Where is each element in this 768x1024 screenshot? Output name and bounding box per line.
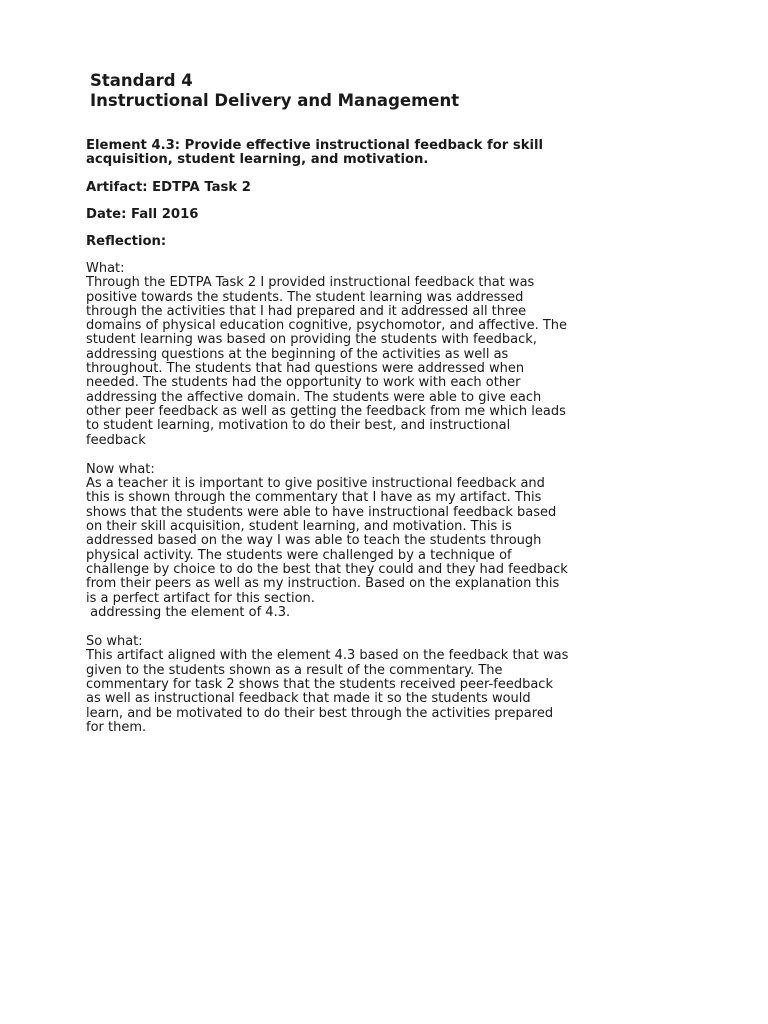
now-what-line: on their skill acquisition, student learning, and motivation. This is	[86, 519, 512, 535]
what-line: needed. The students had the opportunity to work with each other	[86, 375, 521, 391]
what-section	[86, 262, 686, 448]
now-what-line: shows that the students were able to have instructional feedback based	[86, 504, 557, 520]
so-what-line: This artifact aligned with the element 4.3 based on the feedback that was	[86, 648, 569, 664]
now-what-line: physical activity. The students were challenged by a technique of	[86, 547, 512, 563]
reflection-heading: Reflection:	[86, 234, 167, 249]
what-line: addressing questions at the beginning of the activities as well as	[86, 346, 509, 362]
what-line: throughout. The students that had questions were addressed when	[86, 361, 525, 377]
now-what-line: challenge by choice to do the best that they could and they had feedback	[86, 561, 568, 577]
element-line-2: acquisition, student learning, and motivation.	[86, 152, 429, 167]
so-what-section	[86, 635, 686, 735]
so-what-line: learn, and be motivated to do their best through the activities prepared	[86, 705, 554, 721]
what-line: domains of physical education cognitive, psychomotor, and affective. The	[86, 318, 568, 334]
date-heading: Date: Fall 2016	[86, 207, 199, 222]
now-what-line: from their peers as well as my instruction. Based on the explanation this	[86, 576, 560, 592]
so-what-label: So what:	[86, 634, 143, 650]
what-line: other peer feedback as well as getting the feedback from me which leads	[86, 403, 566, 419]
document-body	[86, 139, 686, 735]
standard-title	[90, 71, 730, 111]
now-what-line: this is shown through the commentary that I have as my artifact. This	[86, 490, 542, 506]
what-line: Through the EDTPA Task 2 I provided instructional feedback that was	[86, 275, 535, 291]
what-label: What:	[86, 261, 125, 276]
what-line: student learning was based on providing the students with feedback,	[86, 332, 537, 348]
what-line: to student learning, motivation to do their best, and instructional	[86, 418, 511, 434]
so-what-line: commentary for task 2 shows that the students received peer-feedback	[86, 677, 553, 693]
element-line-1: Element 4.3: Provide effective instructional feedback for skill	[86, 138, 544, 153]
artifact-heading: Artifact: EDTPA Task 2	[86, 180, 251, 195]
now-what-line: addressing the element of 4.3.	[86, 604, 291, 620]
what-line: addressing the affective domain. The students were able to give each	[86, 389, 542, 405]
standard-number: Standard 4	[90, 71, 193, 90]
now-what-line: As a teacher it is important to give positive instructional feedback and	[86, 476, 545, 492]
what-line: through the activities that I had prepared and it addressed all three	[86, 303, 527, 319]
what-line: positive towards the students. The student learning was addressed	[86, 289, 524, 305]
now-what-label: Now what:	[86, 461, 155, 477]
what-line: feedback	[86, 432, 146, 448]
so-what-line: for them.	[86, 719, 147, 735]
now-what-line: addressed based on the way I was able to teach the students through	[86, 533, 542, 549]
standard-name: Instructional Delivery and Management	[90, 91, 460, 110]
now-what-section	[86, 463, 686, 620]
so-what-line: given to the students shown as a result of the commentary. The	[86, 662, 503, 678]
now-what-line: is a perfect artifact for this section.	[86, 590, 315, 606]
so-what-line: as well as instructional feedback that made it so the students would	[86, 691, 531, 707]
